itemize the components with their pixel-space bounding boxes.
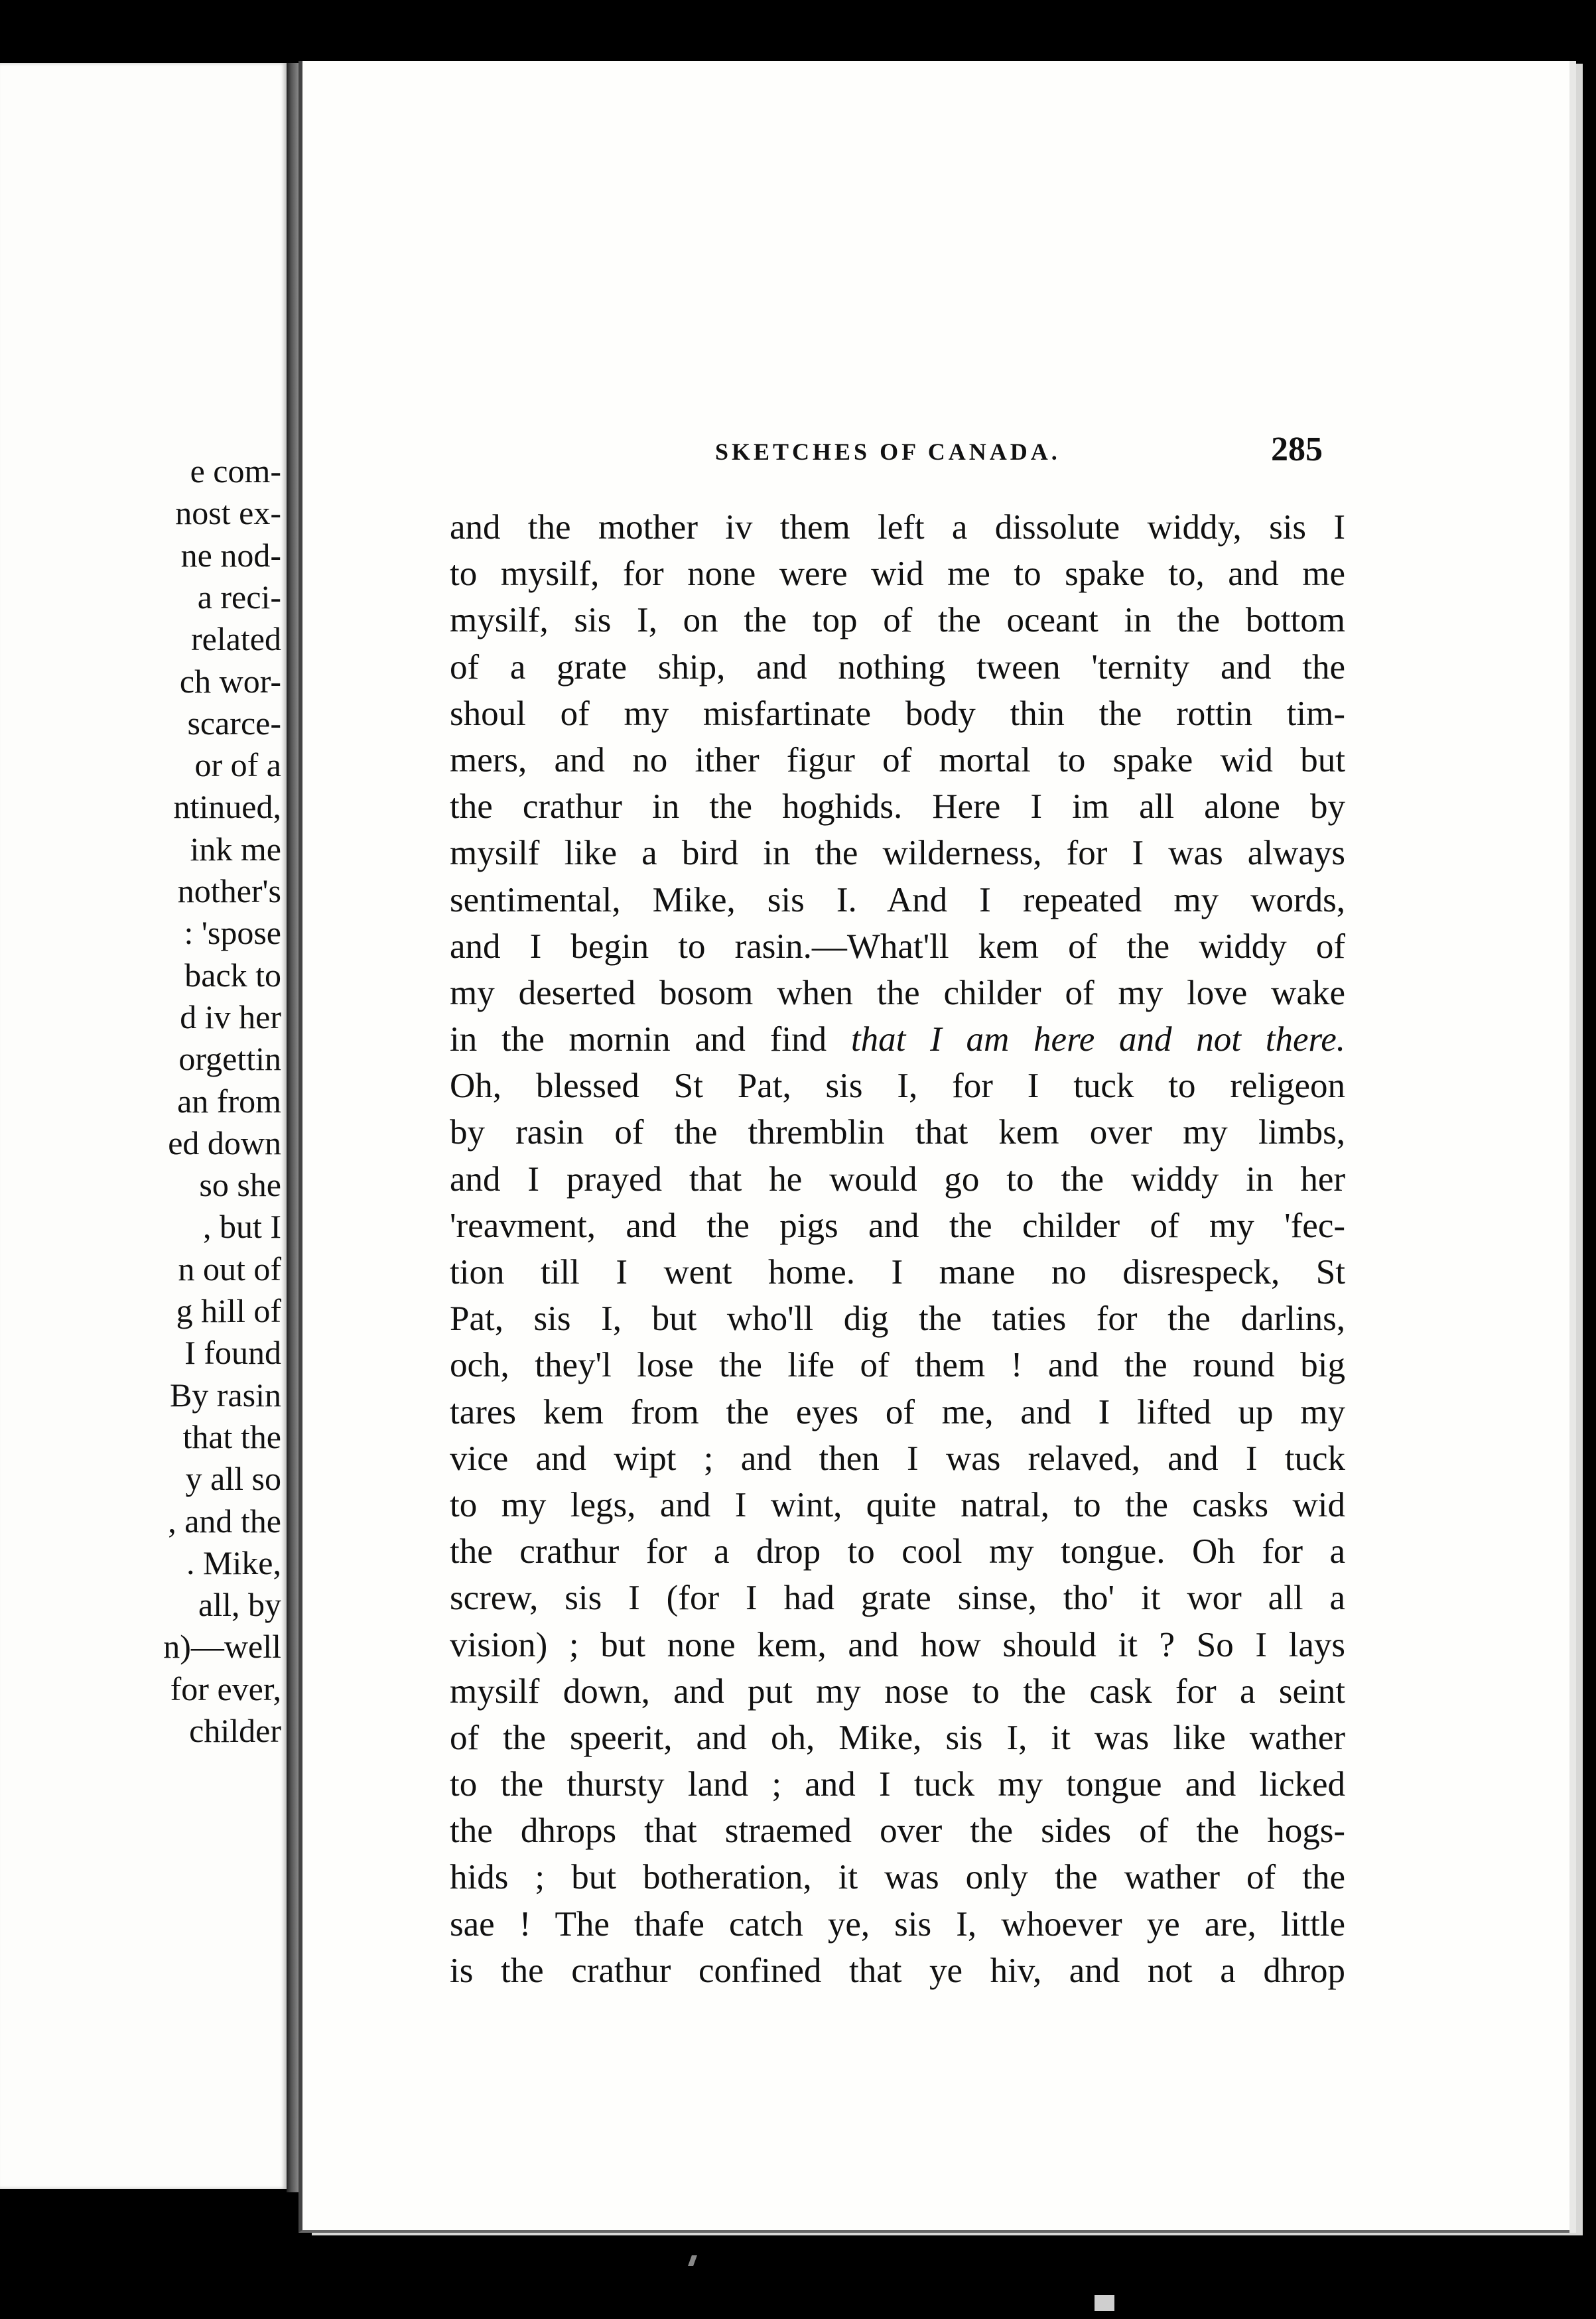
body-line: to the thursty land ; and I tuck my tongue and licked xyxy=(450,1765,1345,1804)
book-gutter xyxy=(287,63,299,2192)
body-line: the crathur for a drop to cool my tongue. Oh for a xyxy=(450,1532,1345,1571)
body-line: the crathur in the hoghids. Here I im all alone by xyxy=(450,787,1345,827)
body-line: by rasin of the thremblin that kem over my limbs, xyxy=(450,1113,1345,1152)
body-line: my deserted bosom when the childer of my love wake xyxy=(450,973,1345,1012)
left-page-line: , but I xyxy=(202,1208,281,1246)
left-page-line: scarce- xyxy=(187,704,281,742)
body-line: is the crathur confined that ye hiv, and not a dhrop xyxy=(450,1951,1345,1990)
body-line: tion till I went home. I mane no disrespeck, St xyxy=(450,1253,1345,1292)
left-page-line: nother's xyxy=(177,872,281,909)
page-number: 285 xyxy=(1271,431,1323,468)
left-page-line: By rasin xyxy=(169,1376,281,1414)
emphasis-text: that I am here and not there. xyxy=(850,1020,1345,1059)
left-page-line: related xyxy=(190,620,281,658)
body-line: mysilf, sis I, on the top of the oceant in the bottom xyxy=(450,601,1345,640)
left-page-line: ink me xyxy=(190,830,281,868)
left-page-line: d iv her xyxy=(180,998,281,1035)
running-head: SKETCHES OF CANADA. xyxy=(715,438,1061,465)
body-line: vision) ; but none kem, and how should it ? So I lays xyxy=(450,1625,1345,1664)
body-line: and the mother iv them left a dissolute widdy, sis I xyxy=(450,508,1345,547)
body-line: to my legs, and I wint, quite natral, to the casks wid xyxy=(450,1485,1345,1524)
body-line: and I begin to rasin.—What'll kem of the widdy of xyxy=(450,927,1345,966)
left-page-line: n)—well xyxy=(163,1628,281,1666)
left-page-line: y all so xyxy=(185,1460,281,1498)
body-line: the dhrops that straemed over the sides of the hogs- xyxy=(450,1812,1345,1851)
body-line: to mysilf, for none were wid me to spake to, and me xyxy=(450,555,1345,594)
left-page-line: or of a xyxy=(194,746,281,784)
body-line: mysilf down, and put my nose to the cask for a seint xyxy=(450,1672,1345,1711)
left-page-line: g hill of xyxy=(176,1292,281,1329)
left-page-line: . Mike, xyxy=(186,1544,281,1581)
body-line: sentimental, Mike, sis I. And I repeated my words, xyxy=(450,880,1345,919)
left-page-line: n out of xyxy=(178,1250,281,1288)
body-line: mers, and no ither figur of mortal to spake wid but xyxy=(450,740,1345,779)
body-line: of a grate ship, and nothing tween 'ternity and the xyxy=(450,647,1345,687)
left-page-line: so she xyxy=(199,1166,281,1204)
body-text xyxy=(450,504,1596,1994)
left-page-line: for ever, xyxy=(170,1670,281,1707)
body-line: Oh, blessed St Pat, sis I, for I tuck to religeon xyxy=(450,1067,1345,1106)
body-line: vice and wipt ; and then I was relaved, and I tuck xyxy=(450,1439,1345,1478)
body-line: Pat, sis I, but who'll dig the taties for the darlins, xyxy=(450,1299,1345,1339)
page-header xyxy=(302,431,1569,471)
scan-speck xyxy=(688,2255,697,2266)
left-page-line: ed down xyxy=(168,1124,281,1161)
left-page-line: back to xyxy=(184,956,281,994)
left-page-line: I found xyxy=(184,1334,281,1372)
left-page-line: : 'spose xyxy=(184,914,281,952)
body-line: screw, sis I (for I had grate sinse, tho' it wor all a xyxy=(450,1579,1345,1618)
right-page xyxy=(299,61,1569,2233)
left-page-line: ntinued, xyxy=(173,788,281,826)
body-line: tares kem from the eyes of me, and I lifted up my xyxy=(450,1392,1345,1431)
body-line: shoul of my misfartinate body thin the rottin tim- xyxy=(450,694,1345,733)
body-line: mysilf like a bird in the wilderness, for I was always xyxy=(450,834,1345,873)
left-page-line: nost ex- xyxy=(175,494,281,532)
body-line: of the speerit, and oh, Mike, sis I, it was like wather xyxy=(450,1718,1345,1757)
left-page-line: a reci- xyxy=(197,578,281,616)
body-line: sae ! The thafe catch ye, sis I, whoever ye are, little xyxy=(450,1904,1345,1944)
body-line: hids ; but botheration, it was only the wather of the xyxy=(450,1858,1345,1897)
body-line: och, they'l lose the life of them ! and the round big xyxy=(450,1346,1345,1385)
left-page-line: childer xyxy=(189,1712,281,1749)
left-page-line: an from xyxy=(177,1082,281,1120)
left-page-line: all, by xyxy=(198,1586,281,1624)
body-line: in the mornin and find that I am here and not there. xyxy=(450,1020,1345,1059)
left-page-line: orgettin xyxy=(178,1040,281,1078)
left-page-line: ne nod- xyxy=(180,536,281,574)
scan-corner-mark xyxy=(1095,2295,1114,2311)
body-line: 'reavment, and the pigs and the childer of my 'fec- xyxy=(450,1206,1345,1245)
left-page-line: , and the xyxy=(168,1502,281,1540)
body-line: and I prayed that he would go to the widdy in her xyxy=(450,1160,1345,1199)
left-page-line: ch wor- xyxy=(179,662,281,700)
left-page-line: that the xyxy=(182,1418,281,1455)
left-page-line: e com- xyxy=(190,452,281,490)
left-page-fragment xyxy=(0,63,287,2189)
